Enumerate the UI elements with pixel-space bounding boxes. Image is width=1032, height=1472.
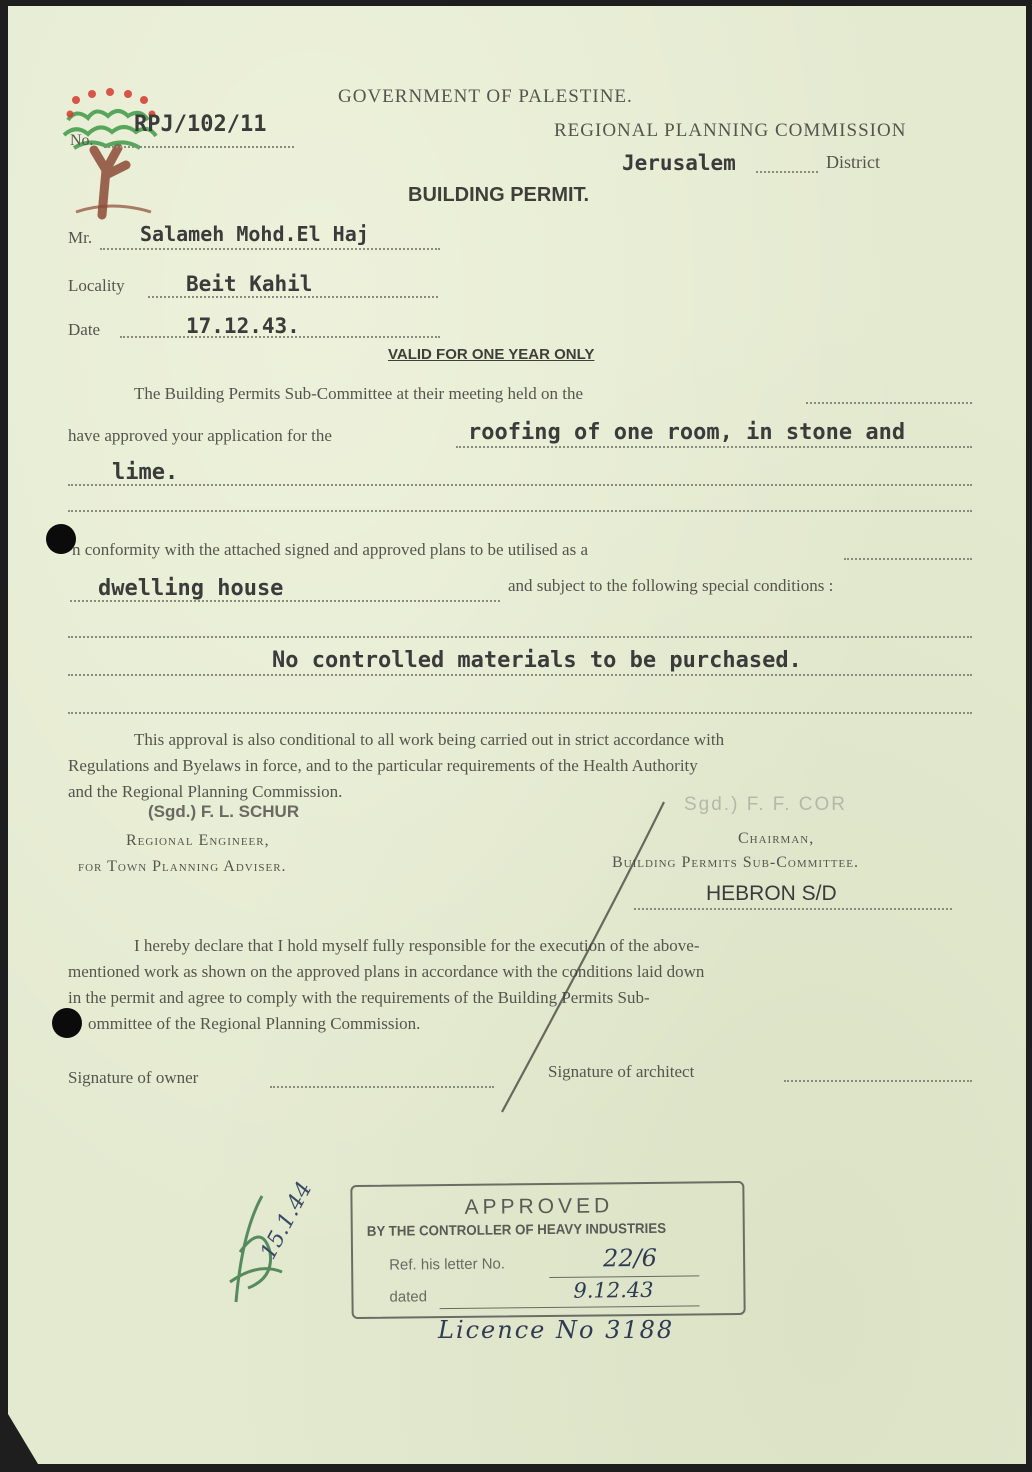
district-label: District (826, 152, 880, 172)
government-heading: GOVERNMENT OF PALESTINE. (338, 86, 633, 107)
date-dotted-line (120, 336, 440, 338)
folded-corner (8, 1414, 48, 1464)
engineer-signature-stamp: (Sgd.) F. L. SCHUR (148, 802, 300, 821)
meeting-text: The Building Permits Sub-Committee at their meeting held on the (134, 384, 584, 403)
stamp-dated-label: dated (389, 1288, 428, 1306)
handwritten-licence-note: Licence No 3188 (438, 1316, 675, 1344)
document-title: BUILDING PERMIT. (408, 184, 590, 206)
conformity-text: n conformity with the attached signed and approved plans to be utilised as a (72, 540, 589, 559)
approval-stamp (350, 1181, 745, 1319)
chairman-subtitle: Building Permits Sub-Committee. (612, 854, 859, 871)
conditions-dotted-line-1 (68, 636, 972, 638)
chairman-title: Chairman, (738, 830, 815, 847)
application-value-line-1: roofing of one room, in stone and (468, 420, 906, 445)
conditions-dotted-line-2 (68, 674, 972, 676)
area-value: HEBRON S/D (706, 882, 837, 905)
conditions-text: and subject to the following special conditions : (508, 576, 834, 595)
declaration-line-3: in the permit and agree to comply with the requirements of the Building Permits Sub- (68, 988, 650, 1007)
application-dotted-line-1 (456, 446, 972, 448)
permit-number-dotted-line (104, 146, 294, 148)
use-dotted-line (70, 600, 500, 602)
stamp-subtitle: BY THE CONTROLLER OF HEAVY INDUSTRIES (366, 1219, 667, 1239)
commission-heading: REGIONAL PLANNING COMMISSION (554, 120, 907, 141)
locality-label: Locality (68, 276, 125, 295)
stamp-ref-value: 22/6 (602, 1243, 658, 1273)
date-value: 17.12.43. (186, 314, 300, 338)
application-dotted-line-2 (68, 484, 972, 486)
archive-tree-logo-icon (56, 80, 166, 220)
architect-signature-label: Signature of architect (548, 1062, 695, 1081)
conditions-dotted-line-3 (68, 712, 972, 714)
applicant-name-value: Salameh Mohd.El Haj (140, 222, 369, 246)
stamp-title: APPROVED (464, 1194, 614, 1219)
date-label: Date (68, 320, 101, 339)
stamp-dated-value: 9.12.43 (573, 1277, 654, 1303)
engineer-title: Regional Engineer, (126, 832, 270, 849)
district-dotted-line (756, 171, 818, 173)
permit-number-label: No. (70, 132, 94, 149)
approval-line-3: and the Regional Planning Commission. (68, 782, 343, 801)
owner-signature-dotted-line (270, 1086, 494, 1088)
approval-line-1: This approval is also conditional to all work being carried out in strict accordance with (134, 730, 725, 749)
application-value-line-2: lime. (112, 460, 179, 485)
chairman-signature-stamp: Sgd.) F. F. COR (684, 794, 848, 815)
application-dotted-line-3 (68, 510, 972, 512)
architect-signature-dotted-line (784, 1080, 972, 1082)
use-value: dwelling house (98, 576, 284, 601)
special-condition-value: No controlled materials to be purchased. (272, 648, 802, 673)
engineer-subtitle: for Town Planning Adviser. (78, 858, 287, 875)
mr-label: Mr. (68, 228, 93, 247)
stamp-dated-line (440, 1305, 700, 1309)
locality-value: Beit Kahil (186, 272, 313, 296)
stamp-ref-label: Ref. his letter No. (389, 1255, 506, 1274)
permit-document (8, 6, 1026, 1464)
declaration-line-4: ommittee of the Regional Planning Commission. (88, 1014, 421, 1033)
applicant-dotted-line (100, 248, 440, 250)
locality-dotted-line (148, 296, 438, 298)
declaration-line-2: mentioned work as shown on the approved plans in accordance with the conditions laid down (68, 962, 705, 981)
meeting-date-dotted-line (806, 402, 972, 404)
permit-number-value: RPJ/102/11 (134, 112, 267, 137)
approved-text: have approved your application for the (68, 426, 332, 445)
rotated-date-note: 15.1.44 (256, 1177, 318, 1264)
declaration-line-1: I hereby declare that I hold myself fully responsible for the execution of the above- (134, 936, 700, 955)
pen-stroke-mark (488, 796, 688, 1116)
punch-hole-bottom (52, 1008, 82, 1038)
conformity-dotted-line (844, 558, 972, 560)
validity-notice: VALID FOR ONE YEAR ONLY (388, 346, 595, 363)
approval-line-2: Regulations and Byelaws in force, and to the particular requirements of the Health Authority (68, 756, 698, 775)
district-value: Jerusalem (622, 151, 736, 175)
owner-signature-label: Signature of owner (68, 1068, 199, 1087)
